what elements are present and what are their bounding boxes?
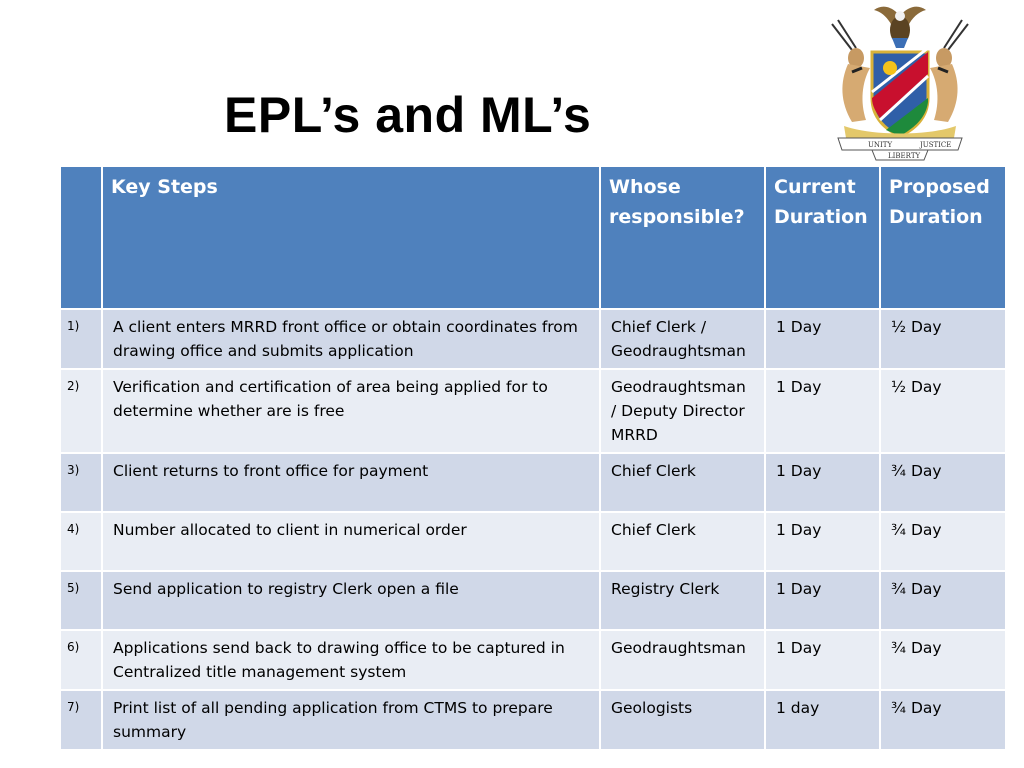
motto-justice: JUSTICE (920, 141, 952, 149)
header-proposed-duration: Proposed Duration (880, 167, 1006, 309)
row-current-duration: 1 Day (765, 309, 880, 369)
table-row (61, 630, 1006, 690)
shield-icon (872, 48, 928, 136)
row-current-duration: 1 Day (765, 453, 880, 512)
row-responsible: Chief Clerk (600, 512, 765, 571)
row-proposed-duration: ¾ Day (880, 512, 1006, 571)
row-responsible: Geodraughtsman (600, 630, 765, 690)
eagle-icon (874, 7, 926, 48)
table-row (61, 369, 1006, 453)
row-number: 2) (61, 369, 102, 453)
row-number: 4) (61, 512, 102, 571)
row-step: Print list of all pending application from CTMS to prepare summary (102, 690, 600, 750)
table-row (61, 571, 1006, 630)
coat-of-arms-icon (822, 2, 978, 162)
row-responsible: Registry Clerk (600, 571, 765, 630)
table-row (61, 453, 1006, 512)
table-row (61, 309, 1006, 369)
row-current-duration: 1 Day (765, 630, 880, 690)
row-proposed-duration: ¾ Day (880, 453, 1006, 512)
row-proposed-duration: ½ Day (880, 309, 1006, 369)
row-number: 5) (61, 571, 102, 630)
row-step: Client returns to front office for payment (102, 453, 600, 512)
row-proposed-duration: ¾ Day (880, 690, 1006, 750)
motto-unity: UNITY (868, 141, 893, 149)
row-responsible: Chief Clerk / Geodraughtsman (600, 309, 765, 369)
slide-title: EPL’s and ML’s (224, 87, 592, 143)
row-proposed-duration: ¾ Day (880, 630, 1006, 690)
header-responsible: Whose responsible? (600, 167, 765, 309)
key-steps-table (61, 167, 1007, 751)
row-proposed-duration: ¾ Day (880, 571, 1006, 630)
row-current-duration: 1 Day (765, 571, 880, 630)
header-key-steps: Key Steps (102, 167, 600, 309)
table-row (61, 690, 1006, 750)
row-step: Send application to registry Clerk open a file (102, 571, 600, 630)
row-responsible: Geodraughtsman / Deputy Director MRRD (600, 369, 765, 453)
row-number: 1) (61, 309, 102, 369)
row-current-duration: 1 Day (765, 512, 880, 571)
row-responsible: Geologists (600, 690, 765, 750)
row-number: 3) (61, 453, 102, 512)
table-row (61, 512, 1006, 571)
row-current-duration: 1 day (765, 690, 880, 750)
row-step: Applications send back to drawing office to be captured in Centralized title management system (102, 630, 600, 690)
row-step: Verification and certification of area being applied for to determine whether are is free (102, 369, 600, 453)
table-header-row (61, 167, 1006, 309)
header-current-duration: Current Duration (765, 167, 880, 309)
row-step: A client enters MRRD front office or obtain coordinates from drawing office and submits application (102, 309, 600, 369)
row-number: 6) (61, 630, 102, 690)
row-current-duration: 1 Day (765, 369, 880, 453)
oryx-right-icon (930, 20, 968, 122)
row-proposed-duration: ½ Day (880, 369, 1006, 453)
row-number: 7) (61, 690, 102, 750)
row-step: Number allocated to client in numerical order (102, 512, 600, 571)
header-number (61, 167, 102, 309)
oryx-left-icon (832, 20, 870, 122)
row-responsible: Chief Clerk (600, 453, 765, 512)
motto-liberty: LIBERTY (888, 152, 921, 160)
